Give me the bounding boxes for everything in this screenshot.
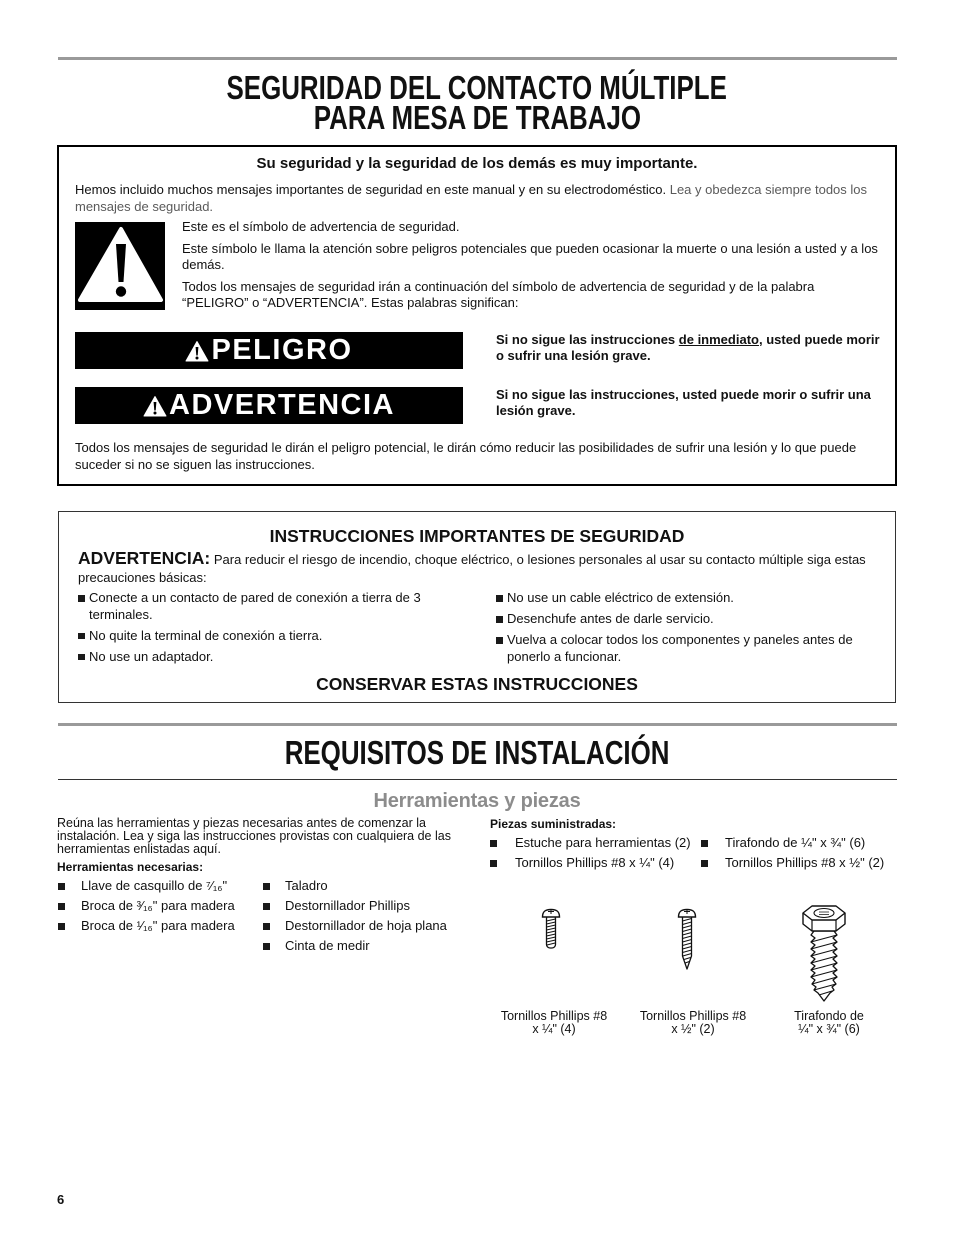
instructions-footer: CONSERVAR ESTAS INSTRUCCIONES <box>316 674 638 694</box>
section-subtitle: Herramientas y piezas <box>373 790 581 812</box>
safety-alert-icon <box>143 395 167 417</box>
warning-meaning: Si no sigue las instrucciones, usted puede morir o sufrir una lesión grave. <box>496 387 871 418</box>
lag-screw-icon <box>799 902 849 1004</box>
danger-meaning-text: , usted puede morir o sufrir una lesión grave. <box>496 332 880 363</box>
section-divider <box>58 779 897 780</box>
list-item: Destornillador de hoja plana <box>262 916 472 936</box>
parts-list-col1 <box>489 833 699 873</box>
parts-heading: Piezas suministradas: <box>490 817 617 831</box>
danger-meaning-underlined: de inmediato <box>678 332 759 347</box>
list-item: Tirafondo de ¼" x ¾" (6) <box>700 833 900 853</box>
section-rule <box>58 723 897 726</box>
symbol-paragraph: Este es el símbolo de advertencia de seguridad. <box>182 219 460 234</box>
caption-line: x ¼" (4) <box>532 1022 576 1036</box>
safety-message-box <box>57 145 897 486</box>
instructions-warning <box>78 549 883 587</box>
list-item: Conecte a un contacto de pared de conexión a tierra de 3 terminales. <box>78 590 446 623</box>
instructions-list-left <box>78 590 446 670</box>
instructions-heading: INSTRUCCIONES IMPORTANTES DE SEGURIDAD <box>269 526 685 546</box>
important-instructions-box <box>58 511 896 703</box>
caption-line: Tirafondo de <box>794 1009 864 1023</box>
safety-symbol-explanation <box>182 219 882 317</box>
danger-banner <box>75 332 463 369</box>
safety-intro-emphasis: Lea y obedezca siempre todos los mensajes de seguridad. <box>75 182 868 214</box>
list-item: Desenchufe antes de darle servicio. <box>496 611 874 628</box>
list-item: Llave de casquillo de ⁷⁄₁₆" <box>57 876 257 896</box>
list-item: Tornillos Phillips #8 x ¼" (4) <box>489 853 699 873</box>
phillips-screw-quarter-inch-icon <box>540 906 562 952</box>
tools-list-col2 <box>262 876 472 956</box>
list-item: Vuelva a colocar todos los componentes y paneles antes de ponerlo a funcionar. <box>496 632 874 665</box>
warning-label: ADVERTENCIA: <box>78 548 211 568</box>
caption-line: ¼" x ¾" (6) <box>798 1022 860 1036</box>
illustration-caption <box>749 1010 909 1036</box>
list-item: No quite la terminal de conexión a tierra. <box>78 628 446 645</box>
caption-line: Tornillos Phillips #8 <box>500 1009 608 1023</box>
list-item: Taladro <box>262 876 472 896</box>
danger-meaning-text: Si no sigue las instrucciones <box>496 332 679 347</box>
safety-box-closing: Todos los mensajes de seguridad le dirán el peligro potencial, le dirán cómo reducir las posibilidades de sufrir una lesión y lo que puede suceder si no se siguen las instrucciones. <box>75 440 857 472</box>
list-item: Cinta de medir <box>262 936 472 956</box>
page-title-text: SEGURIDAD DEL CONTACTO MÚLTIPLE <box>226 69 728 106</box>
list-item: Tornillos Phillips #8 x ½" (2) <box>700 853 900 873</box>
section-title-text: REQUISITOS DE INSTALACIÓN <box>284 734 670 771</box>
caption-line: x ½" (2) <box>671 1022 715 1036</box>
danger-meaning <box>496 332 884 364</box>
warning-signal-word: ADVERTENCIA <box>169 389 395 421</box>
phillips-screw-half-inch-icon <box>676 906 698 972</box>
list-item: Destornillador Phillips <box>262 896 472 916</box>
tools-intro: Reúna las herramientas y piezas necesarias antes de comenzar la instalación. Lea y siga las instrucciones provistas con cualquiera de las herramientas enlistadas aquí. <box>57 816 451 856</box>
instructions-list-right <box>496 590 874 670</box>
page-title-line <box>0 99 954 136</box>
list-item: No use un adaptador. <box>78 649 446 666</box>
tools-list-col1 <box>57 876 257 936</box>
symbol-paragraph: Todos los mensajes de seguridad irán a continuación del símbolo de advertencia de seguridad y de la palabra “PELIGRO” o “ADVERTENCIA”. Estas palabras significan: <box>182 279 815 310</box>
safety-box-intro <box>75 181 881 215</box>
danger-signal-word: PELIGRO <box>211 334 353 366</box>
caption-line: Tornillos Phillips #8 <box>639 1009 747 1023</box>
safety-intro-text: Hemos incluido muchos mensajes importantes de seguridad en este manual y en su electrodoméstico. <box>75 182 667 197</box>
list-item: No use un cable eléctrico de extensión. <box>496 590 874 607</box>
illustration-caption <box>474 1010 634 1036</box>
tools-heading: Herramientas necesarias: <box>57 860 204 874</box>
warning-banner <box>75 387 463 424</box>
section-title <box>0 734 954 771</box>
safety-box-heading: Su seguridad y la seguridad de los demás es muy importante. <box>256 155 698 172</box>
symbol-paragraph: Este símbolo le llama la atención sobre peligros potenciales que pueden ocasionar la muerte o una lesión a usted y a los demás. <box>182 241 878 272</box>
parts-list-col2 <box>700 833 900 873</box>
top-rule <box>58 57 897 60</box>
list-item: Broca de ³⁄₁₆" para madera <box>57 896 257 916</box>
warning-text: Para reducir el riesgo de incendio, choque eléctrico, o lesiones personales al usar su contacto múltiple siga estas precauciones básicas: <box>78 552 866 585</box>
list-item: Broca de ¹⁄₁₆" para madera <box>57 916 257 936</box>
safety-alert-icon <box>185 340 209 362</box>
page-title <box>0 69 954 136</box>
page-title-text: PARA MESA DE TRABAJO <box>313 99 641 136</box>
section-title-line <box>0 734 954 771</box>
safety-alert-icon <box>75 222 165 310</box>
page-number: 6 <box>57 1192 65 1207</box>
list-item: Estuche para herramientas (2) <box>489 833 699 853</box>
